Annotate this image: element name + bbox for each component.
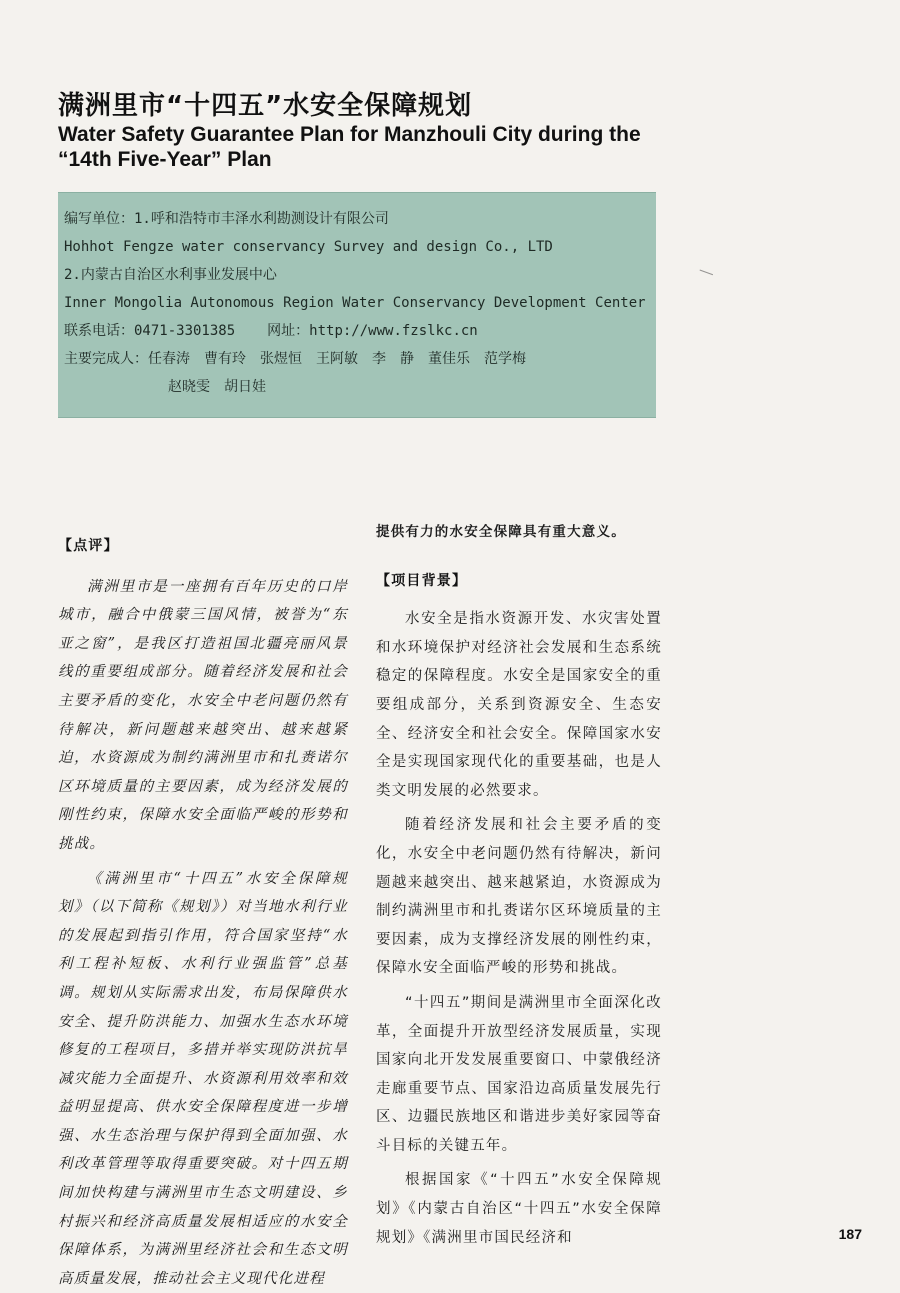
scan-mark [700,266,715,275]
page-number: 187 [838,1226,862,1242]
review-paragraph-2: 《满洲里市“十四五”水安全保障规划》（以下简称《规划》）对当地水利行业的发展起到指引作用，符合国家坚持“水利工程补短板、水利行业强监管”总基调。规划从实际需求出发，布局保障供水安全、提升防洪能力、加强水生态水环境修复的工程项目，多措并举实现防洪抗旱减灾能力全面提升、水资源利用效率和效益明显提高、供水安全保障程度进一步增强、水生态治理与保护得到全面加强、水利改革管理等取得重要突破。对十四五期间加快构建与满洲里市生态文明建设、乡村振兴和经济高质量发展相适应的水安全保障体系，为满洲里经济社会和生态文明高质量发展，推动社会主义现代化进程 [58,870,348,1287]
background-paragraph-4: 根据国家《“十四五”水安全保障规划》《内蒙古自治区“十四五”水安全保障规划》《满洲里市国民经济和 [376,1172,662,1246]
background-paragraph-3: “十四五”期间是满洲里市全面深化改革，全面提升开放型经济发展质量，实现国家向北开发发展重要窗口、中蒙俄经济走廊重要节点、国家沿边高质量发展先行区、边疆民族地区和谐进步美好家园等奋斗目标的关键五年。 [376,994,662,1154]
org2-en: Inner Mongolia Autonomous Region Water Conservancy Development Center [64,295,646,311]
info-box [58,192,656,418]
phone: 联系电话：0471-3301385 [64,323,236,339]
review-paragraph-1: 满洲里市是一座拥有百年历史的口岸城市，融合中俄蒙三国风情，被誉为“东亚之窗”，是我区打造祖国北疆亮丽风景线的重要组成部分。随着经济发展和社会主要矛盾的变化，水安全中老问题仍然有待解决，新问题越来越突出、越来越紧迫，水资源成为制约满洲里市和扎赉诺尔区环境质量的主要因素，成为经济发展的刚性约束，保障水安全面临严峻的形势和挑战。 [58,578,348,852]
org1-cn: 编写单位：1.呼和浩特市丰泽水利勘测设计有限公司 [64,211,389,227]
background-paragraph-1: 水安全是指水资源开发、水灾害处置和水环境保护对经济社会发展和生态系统稳定的保障程度。水安全是国家安全的重要组成部分，关系到资源安全、生态安全、经济安全和社会安全。保障国家水安全是实现国家现代化的重要基础，也是人类文明发展的必然要求。 [376,611,662,799]
org1-en: Hohhot Fengze water conservancy Survey and design Co., LTD [64,239,553,255]
org2-cn: 2.内蒙古自治区水利事业发展中心 [64,267,277,283]
contact-line [64,317,648,345]
page-title-english: Water Safety Guarantee Plan for Manzhouli City during the “14th Five-Year” Plan [58,123,641,171]
review-continuation: 提供有力的水安全保障具有重大意义。 [376,524,626,540]
review-column [58,532,348,1293]
background-column [376,518,662,1258]
page-title: 满洲里市“十四五”水安全保障规划 [58,91,473,121]
background-paragraph-2: 随着经济发展和社会主要矛盾的变化，水安全中老问题仍然有待解决，新问题越来越突出、越来越紧迫，水资源成为制约满洲里市和扎赉诺尔区环境质量的主要因素，成为支撑经济发展的刚性约束，保障水安全面临严峻的形势和挑战。 [376,817,662,977]
background-heading: 【项目背景】 [376,572,468,589]
website[interactable]: 网址：http://www.fzslkc.cn [267,323,478,339]
members-line-2 [64,373,648,401]
review-heading: 【点评】 [58,538,119,554]
members-line-1: 主要完成人：任春涛 曹有玲 张煜恒 王阿敏 李 静 董佳乐 范学梅 [64,351,526,367]
members-continued: 赵晓雯 胡日娃 [168,379,266,395]
